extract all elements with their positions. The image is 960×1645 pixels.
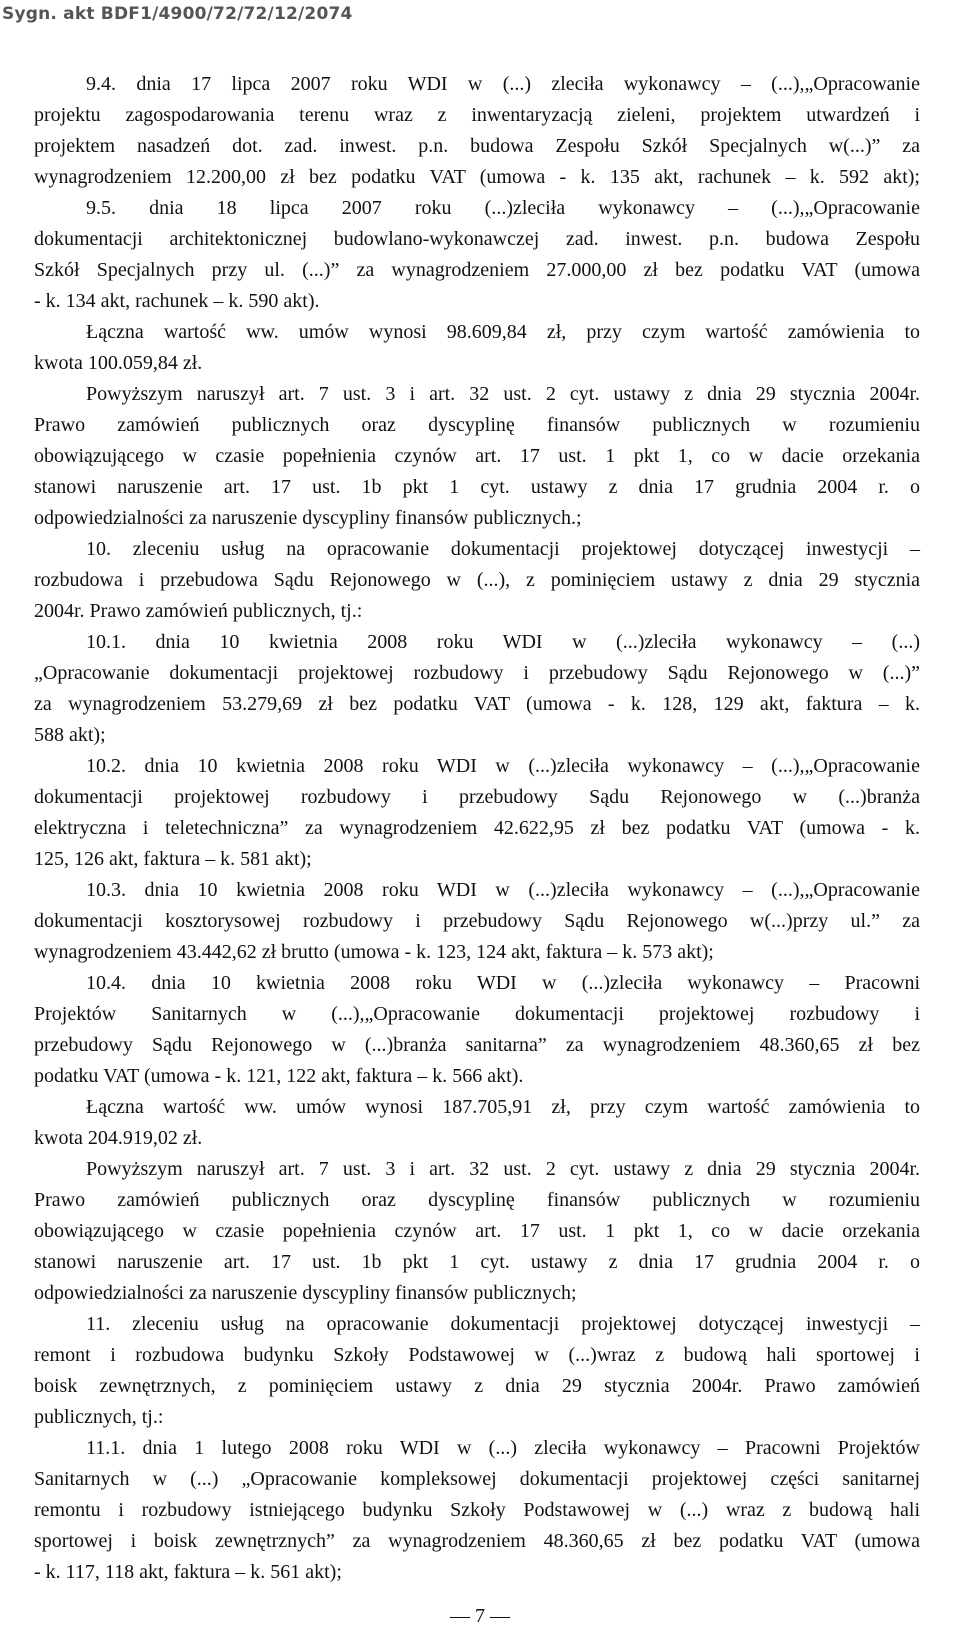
text-line: 11. zleceniu usług na opracowanie dokumentacji projektowej dotyczącej inwestycji –	[86, 1313, 920, 1335]
text-line: publicznych, tj.:	[34, 1406, 164, 1428]
page-number: — 7 —	[450, 1605, 510, 1627]
text-line: dokumentacji kosztorysowej rozbudowy i przebudowy Sądu Rejonowego w(...)przy ul.” za	[34, 910, 920, 932]
text-line: boisk zewnętrznych, z pominięciem ustawy z dnia 29 stycznia 2004r. Prawo zamówień	[34, 1375, 920, 1397]
text-line: 9.4. dnia 17 lipca 2007 roku WDI w (...) zleciła wykonawcy – (...),„Opracowanie	[86, 73, 920, 95]
text-line: podatku VAT (umowa - k. 121, 122 akt, faktura – k. 566 akt).	[34, 1065, 524, 1087]
text-line: za wynagrodzeniem 53.279,69 zł bez podatku VAT (umowa - k. 128, 129 akt, faktura – k.	[34, 693, 920, 715]
text-line: 10.4. dnia 10 kwietnia 2008 roku WDI w (...)zleciła wykonawcy – Pracowni	[86, 972, 920, 994]
text-line: przebudowy Sądu Rejonowego w (...)branża sanitarna” za wynagrodzeniem 48.360,65 zł bez	[34, 1034, 920, 1056]
text-line: 2004r. Prawo zamówień publicznych, tj.:	[34, 600, 363, 622]
text-line: wynagrodzeniem 12.200,00 zł bez podatku VAT (umowa - k. 135 akt, rachunek – k. 592 akt);	[34, 166, 920, 188]
text-line: 11.1. dnia 1 lutego 2008 roku WDI w (...) zleciła wykonawcy – Pracowni Projektów	[86, 1437, 920, 1459]
text-line: Szkół Specjalnych przy ul. (...)” za wynagrodzeniem 27.000,00 zł bez podatku VAT (umowa	[34, 259, 920, 281]
text-line: stanowi naruszenie art. 17 ust. 1b pkt 1 cyt. ustawy z dnia 17 grudnia 2004 r. o	[34, 476, 920, 498]
text-line: 10. zleceniu usług na opracowanie dokumentacji projektowej dotyczącej inwestycji –	[86, 538, 920, 560]
text-line: 10.1. dnia 10 kwietnia 2008 roku WDI w (...)zleciła wykonawcy – (...)	[86, 631, 920, 653]
text-line: Projektów Sanitarnych w (...),„Opracowanie dokumentacji projektowej rozbudowy i	[34, 1003, 920, 1025]
text-line: Sanitarnych w (...) „Opracowanie kompleksowej dokumentacji projektowej części sanitarnej	[34, 1468, 920, 1490]
text-line: Prawo zamówień publicznych oraz dyscyplinę finansów publicznych w rozumieniu	[34, 1189, 920, 1211]
text-line: Prawo zamówień publicznych oraz dyscyplinę finansów publicznych w rozumieniu	[34, 414, 920, 436]
text-line: dokumentacji architektonicznej budowlano-wykonawczej zad. inwest. p.n. budowa Zespołu	[34, 228, 920, 250]
text-line: Powyższym naruszył art. 7 ust. 3 i art. 32 ust. 2 cyt. ustawy z dnia 29 stycznia 2004r.	[86, 383, 920, 405]
text-line: remont i rozbudowa budynku Szkoły Podstawowej w (...)wraz z budową hali sportowej i	[34, 1344, 920, 1366]
text-line: 125, 126 akt, faktura – k. 581 akt);	[34, 848, 312, 870]
text-line: „Opracowanie dokumentacji projektowej rozbudowy i przebudowy Sądu Rejonowego w (...)”	[34, 662, 920, 684]
text-line: kwota 100.059,84 zł.	[34, 352, 203, 374]
text-line: odpowiedzialności za naruszenie dyscypliny finansów publicznych.;	[34, 507, 582, 529]
text-line: - k. 117, 118 akt, faktura – k. 561 akt);	[34, 1561, 342, 1583]
text-line: Powyższym naruszył art. 7 ust. 3 i art. 32 ust. 2 cyt. ustawy z dnia 29 stycznia 2004r.	[86, 1158, 920, 1180]
text-line: Łączna wartość ww. umów wynosi 98.609,84 zł, przy czym wartość zamówienia to	[86, 321, 920, 343]
text-line: sportowej i boisk zewnętrznych” za wynagrodzeniem 48.360,65 zł bez podatku VAT (umowa	[34, 1530, 920, 1552]
text-line: Łączna wartość ww. umów wynosi 187.705,91 zł, przy czym wartość zamówienia to	[86, 1096, 920, 1118]
text-line: projektu zagospodarowania terenu wraz z inwentaryzacją zieleni, projektem utwardzeń i	[34, 104, 920, 126]
text-line: dokumentacji projektowej rozbudowy i przebudowy Sądu Rejonowego w (...)branża	[34, 786, 920, 808]
text-line: elektryczna i teletechniczna” za wynagrodzeniem 42.622,95 zł bez podatku VAT (umowa - k.	[34, 817, 920, 839]
text-line: stanowi naruszenie art. 17 ust. 1b pkt 1 cyt. ustawy z dnia 17 grudnia 2004 r. o	[34, 1251, 920, 1273]
text-line: kwota 204.919,02 zł.	[34, 1127, 203, 1149]
case-signature: Sygn. akt BDF1/4900/72/72/12/2074	[2, 4, 353, 24]
text-line: obowiązującego w czasie popełnienia czynów art. 17 ust. 1 pkt 1, co w dacie orzekania	[34, 445, 920, 467]
text-line: 10.3. dnia 10 kwietnia 2008 roku WDI w (...)zleciła wykonawcy – (...),„Opracowanie	[86, 879, 920, 901]
text-line: - k. 134 akt, rachunek – k. 590 akt).	[34, 290, 320, 312]
text-line: 9.5. dnia 18 lipca 2007 roku (...)zleciła wykonawcy – (...),„Opracowanie	[86, 197, 920, 219]
text-line: remontu i rozbudowy istniejącego budynku Szkoły Podstawowej w (...) wraz z budową hali	[34, 1499, 920, 1521]
text-line: odpowiedzialności za naruszenie dyscypliny finansów publicznych;	[34, 1282, 577, 1304]
text-line: 10.2. dnia 10 kwietnia 2008 roku WDI w (...)zleciła wykonawcy – (...),„Opracowanie	[86, 755, 920, 777]
text-line: 588 akt);	[34, 724, 106, 746]
text-line: rozbudowa i przebudowa Sądu Rejonowego w (...), z pominięciem ustawy z dnia 29 stycznia	[34, 569, 920, 591]
text-line: obowiązującego w czasie popełnienia czynów art. 17 ust. 1 pkt 1, co w dacie orzekania	[34, 1220, 920, 1242]
text-line: wynagrodzeniem 43.442,62 zł brutto (umowa - k. 123, 124 akt, faktura – k. 573 akt);	[34, 941, 714, 963]
text-line: projektem nasadzeń dot. zad. inwest. p.n. budowa Zespołu Szkół Specjalnych w(...)” za	[34, 135, 920, 157]
